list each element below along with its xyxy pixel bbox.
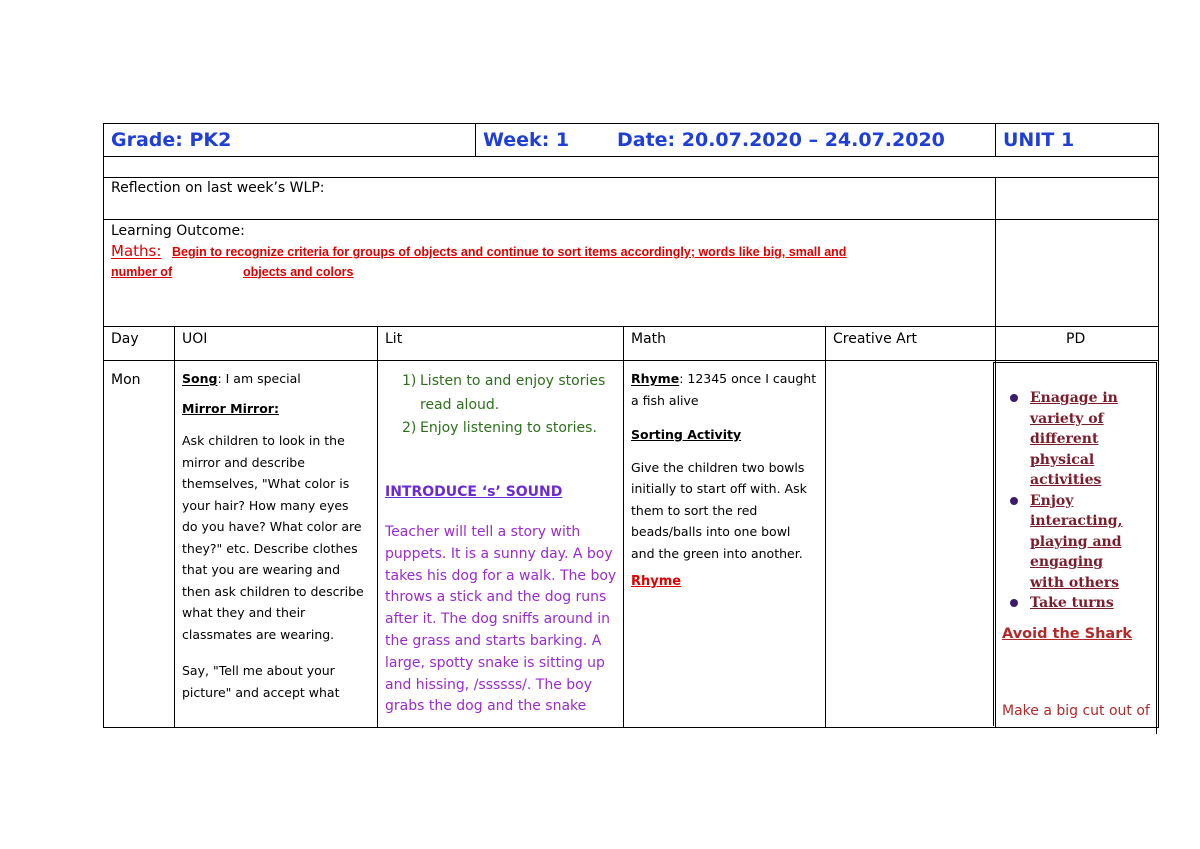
math-cell: Rhyme: 12345 once I caught a fish alive Sorting Activity Give the children two bowls initially to start off with. Ask them to sort the red beads/balls into one bowl and the green into another. Rhyme [631,368,821,589]
pd-cell [1002,388,1152,614]
uoi-cell [182,368,374,703]
col-pd: PD [1066,331,1086,347]
unit-label: UNIT 1 [1003,129,1075,151]
uoi-para1: Ask children to look in the mirror and describe themselves, "What color is your hair? How many eyes do you have? What color are they?" etc. Describe clothes that you are wearing and then ask children to describe what they and their classmates are wearing. [182,433,364,642]
learning-outcome-label: Learning Outcome: [111,223,245,239]
col-day: Day [111,331,139,347]
pd-cutout-text: Make a big cut out of [1002,703,1150,719]
col-math: Math [631,331,667,347]
col-creative-art: Creative Art [833,331,917,347]
grade-label: Grade: PK2 [111,129,232,151]
week-label: Week: 1 [483,129,570,151]
maths-outcome-line2a: number of [111,265,173,279]
rhyme-heading: Rhyme [631,574,682,589]
pd-goal-activities: Enagage in variety of different physical activities [1002,388,1152,491]
sorting-activity-title: Sorting Activity [631,427,742,442]
date-label: Date: 20.07.2020 – 24.07.2020 [617,129,945,151]
lit-objectives: 1) Listen to and enjoy stories read aloud. 2) Enjoy listening to stories. [402,373,606,436]
song-line: Song: I am special [182,371,301,386]
rhyme-line: Rhyme: 12345 once I caught [631,371,817,386]
reflection-label: Reflection on last week’s WLP: [111,180,325,196]
col-lit: Lit [385,331,403,347]
uoi-para2: Say, "Tell me about your picture" and accept what [182,663,340,700]
pd-goal-turns: Take turns [1002,593,1152,614]
creative-art-cell [833,368,988,718]
introduce-s-sound: INTRODUCE ‘s’ SOUND [385,484,563,500]
avoid-the-shark: Avoid the Shark [1002,626,1132,642]
lit-story: Teacher will tell a story with puppets. It is a sunny day. A boy takes his dog for a walk. The boy throws a stick and the dog runs after it. The dog sniffs around in the grass and starts barking. A large, spotty snake is sitting up and hissing, /ssssss/. The boy grabs the dog and the snake [385,524,617,715]
sorting-instructions: Give the children two bowls initially to start off with. Ask them to sort the red beads/balls into one bowl and the green into another. [631,459,807,561]
maths-outcome-line1: Begin to recognize criteria for groups of objects and continue to sort items accordingly; words like big, small and [172,245,847,259]
maths-outcome-line2b: objects and colors [243,265,354,279]
maths-subject: Maths: [111,242,162,260]
maths-outcome [111,242,161,260]
col-uoi: UOI [182,331,208,347]
mirror-title: Mirror Mirror: [182,400,279,416]
pd-goals [1002,388,1152,614]
day-mon: Mon [111,372,141,388]
pd-goal-interacting: Enjoy interacting, playing and engaging with others [1002,491,1152,594]
